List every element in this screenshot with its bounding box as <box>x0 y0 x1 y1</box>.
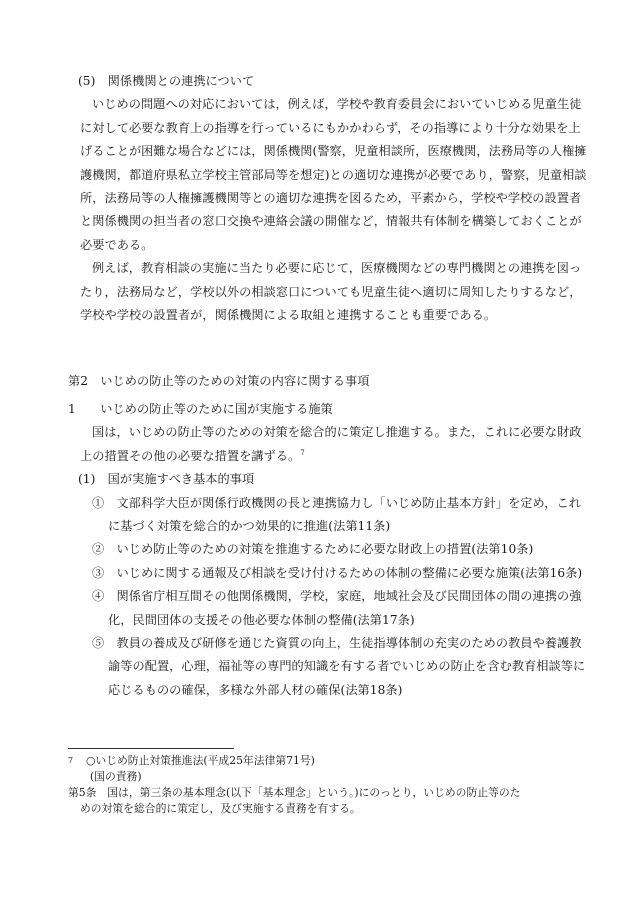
subsection-title: (1) 国が実施すべき基本的事項 <box>78 472 255 487</box>
paragraph-line: いじめの問題への対応においては，例えば，学校や教育委員会においていじめる児童生徒 <box>92 97 582 112</box>
list-item: ① 文部科学大臣が関係行政機関の長と連携協力し「いじめ防止基本方針」を定め，これ <box>92 495 582 510</box>
part-title: 第2 いじめの防止等のための対策の内容に関する事項 <box>68 374 370 388</box>
part-2-item-1 <box>68 398 586 702</box>
paragraph-line: たり，法務局など，学校以外の相談窓口についても児童生徒へ適切に周知したりするなど， <box>80 284 582 299</box>
item-title: 1 いじめの防止等のために国が実施する施策 <box>68 402 333 416</box>
paragraph-line: 護機関，都道府県私立学校主管部局等を想定)との適切な連携が必要であり，警察，児童相談 <box>80 167 587 182</box>
footnote-reference: 7 <box>300 448 305 457</box>
footnote-article-line: 第5条 国は，第三条の基本理念(以下「基本理念」という。)にのっとり，いじめの防止等のた <box>68 786 521 799</box>
paragraph-line: 上の措置その他の必要な措置を講ずる。$^7$ <box>80 448 305 463</box>
paragraph-line: と関係機関の担当者の窓口交換や連絡会議の開催など，情報共有体制を構築しておくことが <box>80 214 582 229</box>
paragraph-line: 国は，いじめの防止等のための対策を総合的に策定し推進する。また，これに必要な財政 <box>92 425 582 440</box>
footnote-law-line <box>68 753 568 769</box>
footnote <box>68 753 568 817</box>
paragraph-line: 例えば，教育相談の実施に当たり必要に応じて，医療機関などの専門機関との連携を図っ <box>92 261 582 276</box>
footnote-caption: (国の責務) <box>90 770 142 783</box>
paragraph-line: 学校や学校の設置者が，関係機関による取組と連携することも重要である。 <box>80 308 497 323</box>
paragraph-line: 所，法務局等の人権擁護機関等との適切な連携を図るため，平素から，学校や学校の設置者 <box>80 191 582 206</box>
list-item-continuation: 諭等の配置，心理，福祉等の専門的知識を有する者でいじめの防止を含む教育相談等に <box>108 659 586 674</box>
list-item: ② いじめ防止等のための対策を推進するために必要な財政上の措置(法第10条) <box>92 542 534 557</box>
paragraph-line: に対して必要な教育上の指導を行っているにもかかわらず，その指導により十分な効果を上 <box>80 120 581 135</box>
list-item: ⑤ 教員の養成及び研修を通じた資質の向上，生徒指導体制の充実のための教員や養護教 <box>92 636 582 651</box>
footnote-number: 7 <box>68 756 74 765</box>
list-item: ④ 関係省庁相互間その他関係機関，学校，家庭，地域社会及び民間団体の間の連携の強 <box>92 589 582 604</box>
list-item-continuation: 応じるものの確保，多様な外部人材の確保(法第18条) <box>108 682 403 697</box>
paragraph-line: 必要である。 <box>80 237 154 252</box>
footnote-divider <box>68 748 234 749</box>
paragraph-line: げることが困難な場合などには，関係機関(警察，児童相談所，医療機関，法務局等の人権擁 <box>80 144 587 159</box>
part-2 <box>68 370 568 393</box>
footnote-article-line: めの対策を総合的に策定し，及び実施する責務を有する。 <box>80 802 361 815</box>
list-item-continuation: に基づく対策を総合的かつ効果的に推進(法第11条) <box>108 519 391 534</box>
list-item: ③ いじめに関する通報及び相談を受け付けるための体制の整備に必要な施策(法第16条) <box>92 565 583 580</box>
section-heading: (5) 関係機関との連携について <box>78 74 255 88</box>
section-5 <box>68 70 587 327</box>
list-item-continuation: 化，民間団体の支援その他必要な体制の整備(法第17条) <box>108 612 415 627</box>
footnote-law-title: ○いじめ防止対策推進法(平成25年法律第71号) <box>86 754 315 767</box>
